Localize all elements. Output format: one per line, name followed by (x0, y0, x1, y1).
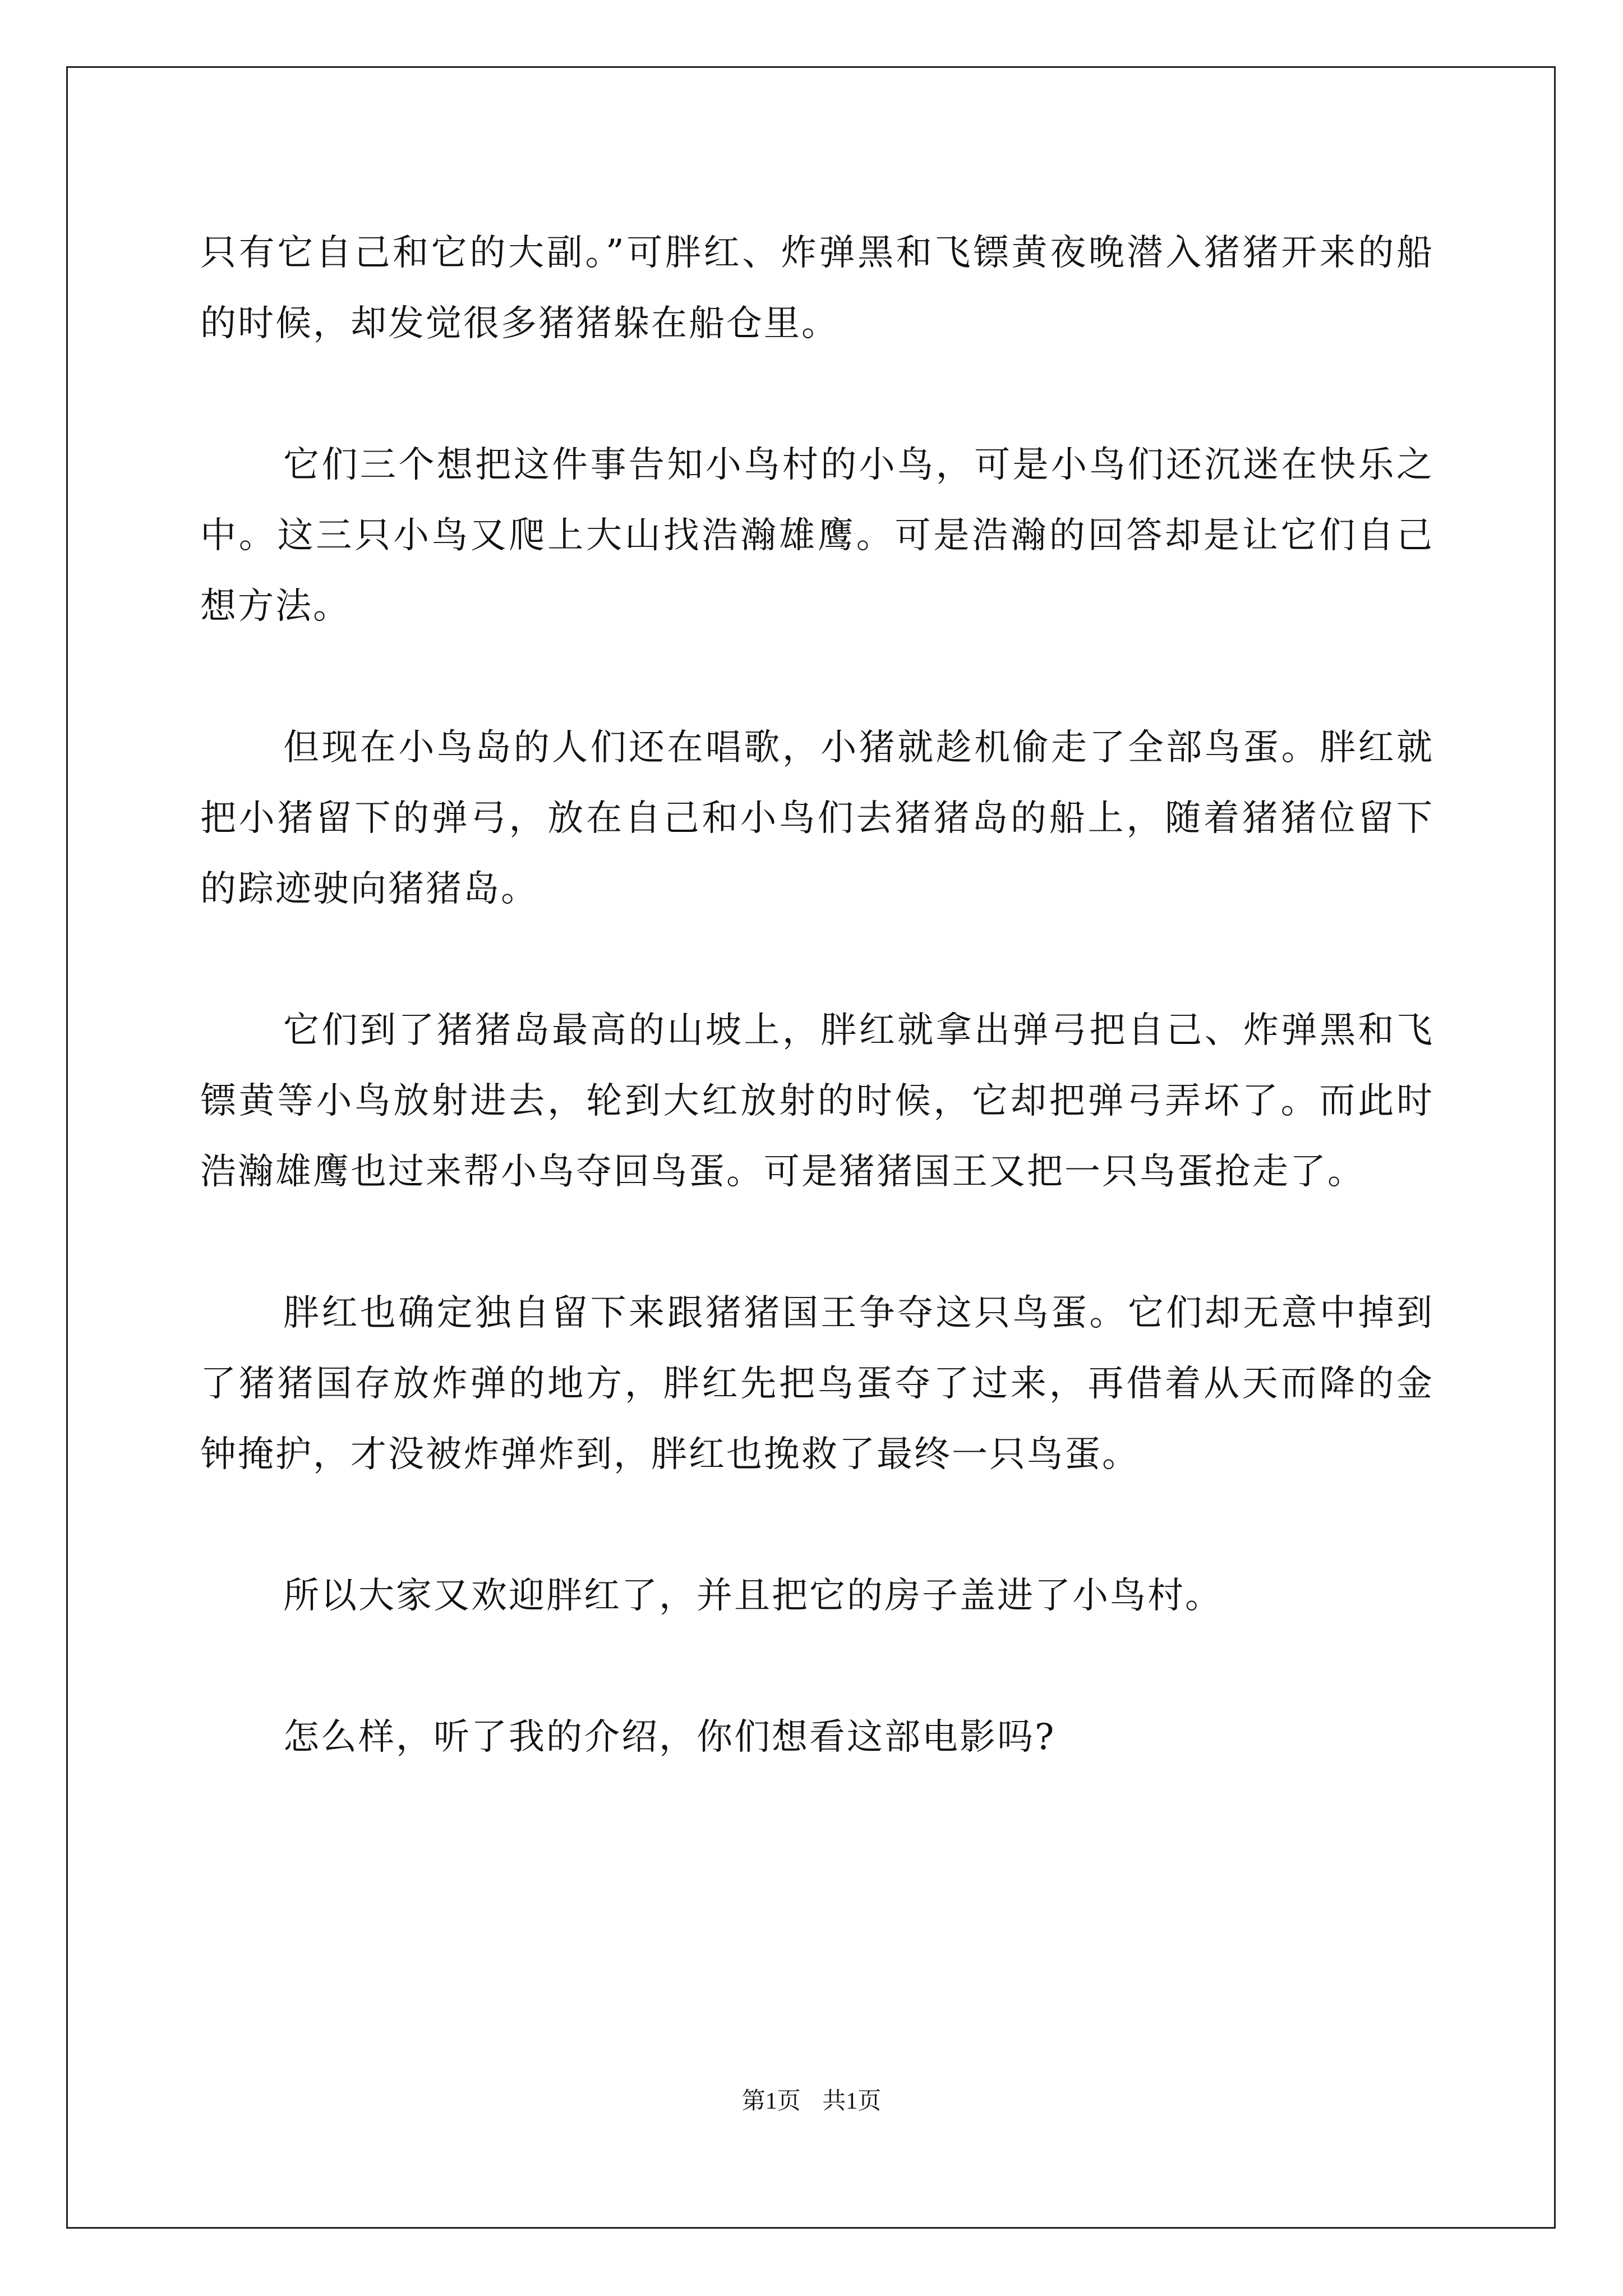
document-body (200, 218, 1434, 1773)
paragraph-4: 它们到了猪猪岛最高的山坡上，胖红就拿出弹弓把自己、炸弹黑和飞镖黄等小鸟放射进去，轮到大红放射的时候，它却把弹弓弄坏了。而此时浩瀚雄鹰也过来帮小鸟夺回鸟蛋。可是猪猪国王又把一只鸟蛋抢走了。 (200, 1010, 1434, 1193)
paragraph-6: 所以大家又欢迎胖红了，并且把它的房子盖进了小鸟村。 (283, 1575, 1223, 1617)
page-number: 第1页 (741, 2088, 801, 2114)
paragraph-1: 只有它自己和它的大副。”可胖红、炸弹黑和飞镖黄夜晚潜入猪猪开来的船的时候，却发觉很多猪猪躲在船仓里。 (200, 232, 1434, 344)
page-total: 共1页 (822, 2088, 882, 2114)
page-footer (0, 2082, 1623, 2116)
paragraph-7: 怎么样，听了我的介绍，你们想看这部电影吗? (283, 1717, 1056, 1758)
paragraph-2: 它们三个想把这件事告知小鸟村的小鸟，可是小鸟们还沉迷在快乐之中。这三只小鸟又爬上大山找浩瀚雄鹰。可是浩瀚的回答却是让它们自己想方法。 (200, 444, 1434, 627)
paragraph-5: 胖红也确定独自留下来跟猪猪国王争夺这只鸟蛋。它们却无意中掉到了猪猪国存放炸弹的地方，胖红先把鸟蛋夺了过来，再借着从天而降的金钟掩护，才没被炸弹炸到，胖红也挽救了最终一只鸟蛋。 (200, 1292, 1434, 1475)
paragraph-3: 但现在小鸟岛的人们还在唱歌，小猪就趁机偷走了全部鸟蛋。胖红就把小猪留下的弹弓，放在自己和小鸟们去猪猪岛的船上，随着猪猪位留下的踪迹驶向猪猪岛。 (200, 727, 1434, 910)
